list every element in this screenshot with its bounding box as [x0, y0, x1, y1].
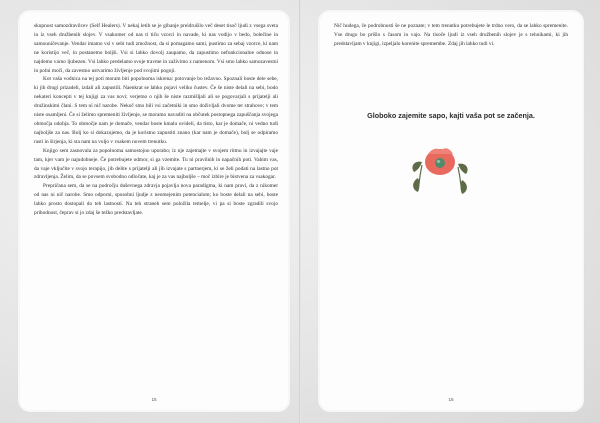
- chapter-heading: Globoko zajemite sapo, kajti vaša pot se začenja.: [367, 111, 535, 120]
- paragraph: Kot vaša vodnica na tej poti moram biti popolnoma iskrena: potovanje bo težavno. Spoznali boste dele sebe, ki jih drugi prizadeli, izdali ali zapustili. Naenkrat se lahko pojavi veliko čustev. Če še niste delali na sebi, bodo nekateri koncepti v tej knjigi za vas novi; verjetno o njih še niste razmišljali ali se pogovarjali s prijatelji ali družinskimi člani. S tem ni nič narobe. Nekoč smo bili vsi začetniki in smo doživljali dvome ter strahove; v tem niste osamljeni. Če si želimo spremeniti življenje, se moramo navaditi na občutek postopnega zapuščanja svojega območja udobja. To območje nam je domače, vendar boste kmalu uvideli, da tisto, kar je domače, ni vedno tudi najboljše za nas. Bolj ko si dokazujemo, da je koristno zapustiti znano (kar nam je domače), bolj se odpiramo rasti in širjenja, ki sta nam na voljo v vsakem novem trenutku.: [34, 76, 278, 145]
- flower-icon: [408, 140, 472, 196]
- book-spine: [299, 0, 301, 423]
- page-number: 15: [151, 397, 157, 402]
- paragraph: Knjigo sem zasnovala za popolnoma samostojno uporabo; iz nje zajemajte v svojem ritmu in izvajajte vaje tam, kjer vam je najudobneje. Če potrebujete odmor, si ga vzemite. Tu ni pravilnih in napačnih poti. Vabim vas, da vaje vključite v svojo terapijo, jih delite s prijatelji ali jih izvajate s partnerjem, ki se želi podati na lastno pot zdravljenja. Želim, da se povsem svobodno odločate, kaj je za vas najboljše – moč izbire je bistvena za vsakogar.: [34, 147, 278, 181]
- left-page: [20, 12, 288, 410]
- right-page: [320, 12, 582, 410]
- right-page-body: [334, 22, 568, 49]
- page-number: 16: [448, 397, 454, 402]
- left-page-body: [34, 22, 278, 218]
- paragraph: skupnost samozdravilcev (Self Healers). V nekaj letih se je gibanje preidrušilo več deset tisoč ljudi z vsega sveta in iz vseh družbenih slojev. V vsakomer od nas ti tiču vzorci in navade, ki nas vodijo v bedo, bolečine in samouničevanje. Vendar imamo vsi v sebi tudi zmožnost, da si pomagamo sami, pustimo za sebaj vzorce, ki nam ne koristijo več, in postanemo boljši. Vsi si lahko dovolj zaupamo, da zapustimo nefunkcionalne odnose in najdemo varno ljubezen. Vsi lahko predelamo svoje travme in zaživimo z namenom. Vsi smo lahko samozavestni in polni moči, da zavestno ustvarimo življenje pod svojimi pogoji.: [34, 23, 278, 74]
- paragraph: Prepričana sem, da se na področju duševnega zdravja pojavlja nova paradigma, ki nam pravi, da z nikomer od nas ni nič narobe. Smo odporni, sposobni ljudje z neomejenim potencialom; ko boste delali na sebi, boste lahko prosto dostopali do teh lastnosti. Na teh straneh sem položila temelje, vi pa si boste zgradili svojo prihodnost, čeprav si jo zdaj še težko predstavljate.: [34, 183, 278, 217]
- paragraph: Nič hudega, če podrobnosti še ne poznate; v tem trenutku potrebujete le trdno vero, da se lahko spremenite. Vse drugo bo prišlo s časom in vajo. Na tisoče ljudi iz vseh družbenih slojev je s tehnikami, ki jih predstavljam v knjigi, izpeljalo korenite spremembe. Zdaj jih lahko tudi vi.: [334, 23, 568, 47]
